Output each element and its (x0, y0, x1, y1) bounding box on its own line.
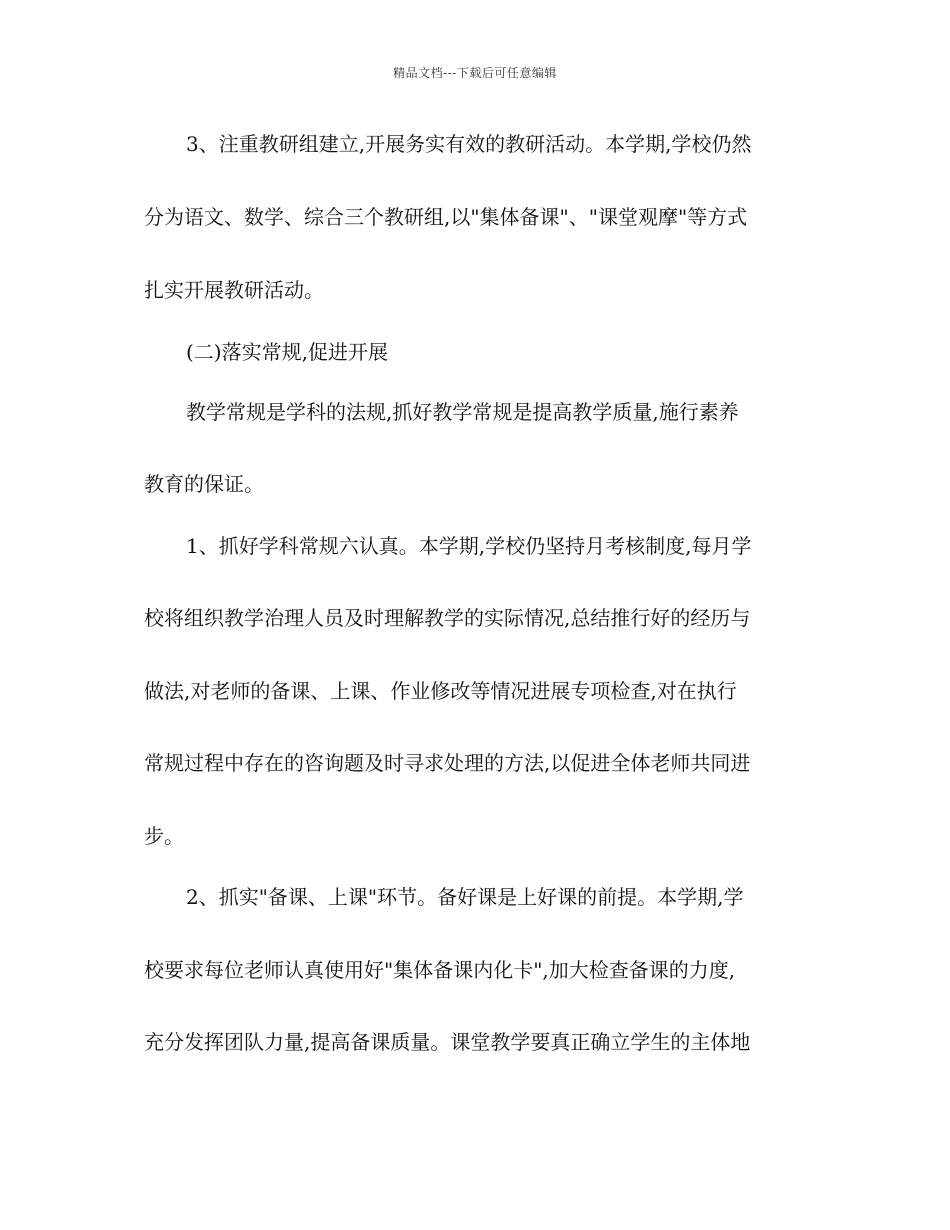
paragraph-line: 做法,对老师的备课、上课、作业修改等情况进展专项检查,对在执行 (144, 679, 737, 703)
paragraph-line: 教学常规是学科的法规,抓好教学常规是提高教学质量,施行素养 (186, 400, 739, 424)
paragraph-line: 充分发挥团队力量,提高备课质量。课堂教学要真正确立学生的主体地 (144, 1030, 751, 1054)
paragraph-line: 常规过程中存在的咨询题及时寻求处理的方法,以促进全体老师共同进 (144, 751, 751, 775)
section-heading: (二)落实常规,促进开展 (186, 340, 388, 364)
paragraph-line: 分为语文、数学、综合三个教研组,以"集体备课"、"课堂观摩"等方式 (144, 205, 748, 229)
paragraph-line: 步。 (144, 824, 184, 848)
paragraph-line: 校要求每位老师认真使用好"集体备课内化卡",加大检查备课的力度, (144, 958, 736, 982)
paragraph-line: 3、注重教研组建立,开展务实有效的教研活动。本学期,学校仍然 (186, 132, 752, 156)
page-header: 精品文档---下载后可任意编辑 (393, 66, 557, 80)
paragraph-line: 扎实开展教研活动。 (144, 278, 324, 302)
paragraph-line: 校将组织教学治理人员及时理解教学的实际情况,总结推行好的经历与 (144, 606, 751, 630)
paragraph-line: 1、抓好学科常规六认真。本学期,学校仍坚持月考核制度,每月学 (186, 534, 752, 558)
paragraph-line: 教育的保证。 (144, 472, 264, 496)
paragraph-line: 2、抓实"备课、上课"环节。备好课是上好课的前提。本学期,学 (186, 885, 744, 909)
